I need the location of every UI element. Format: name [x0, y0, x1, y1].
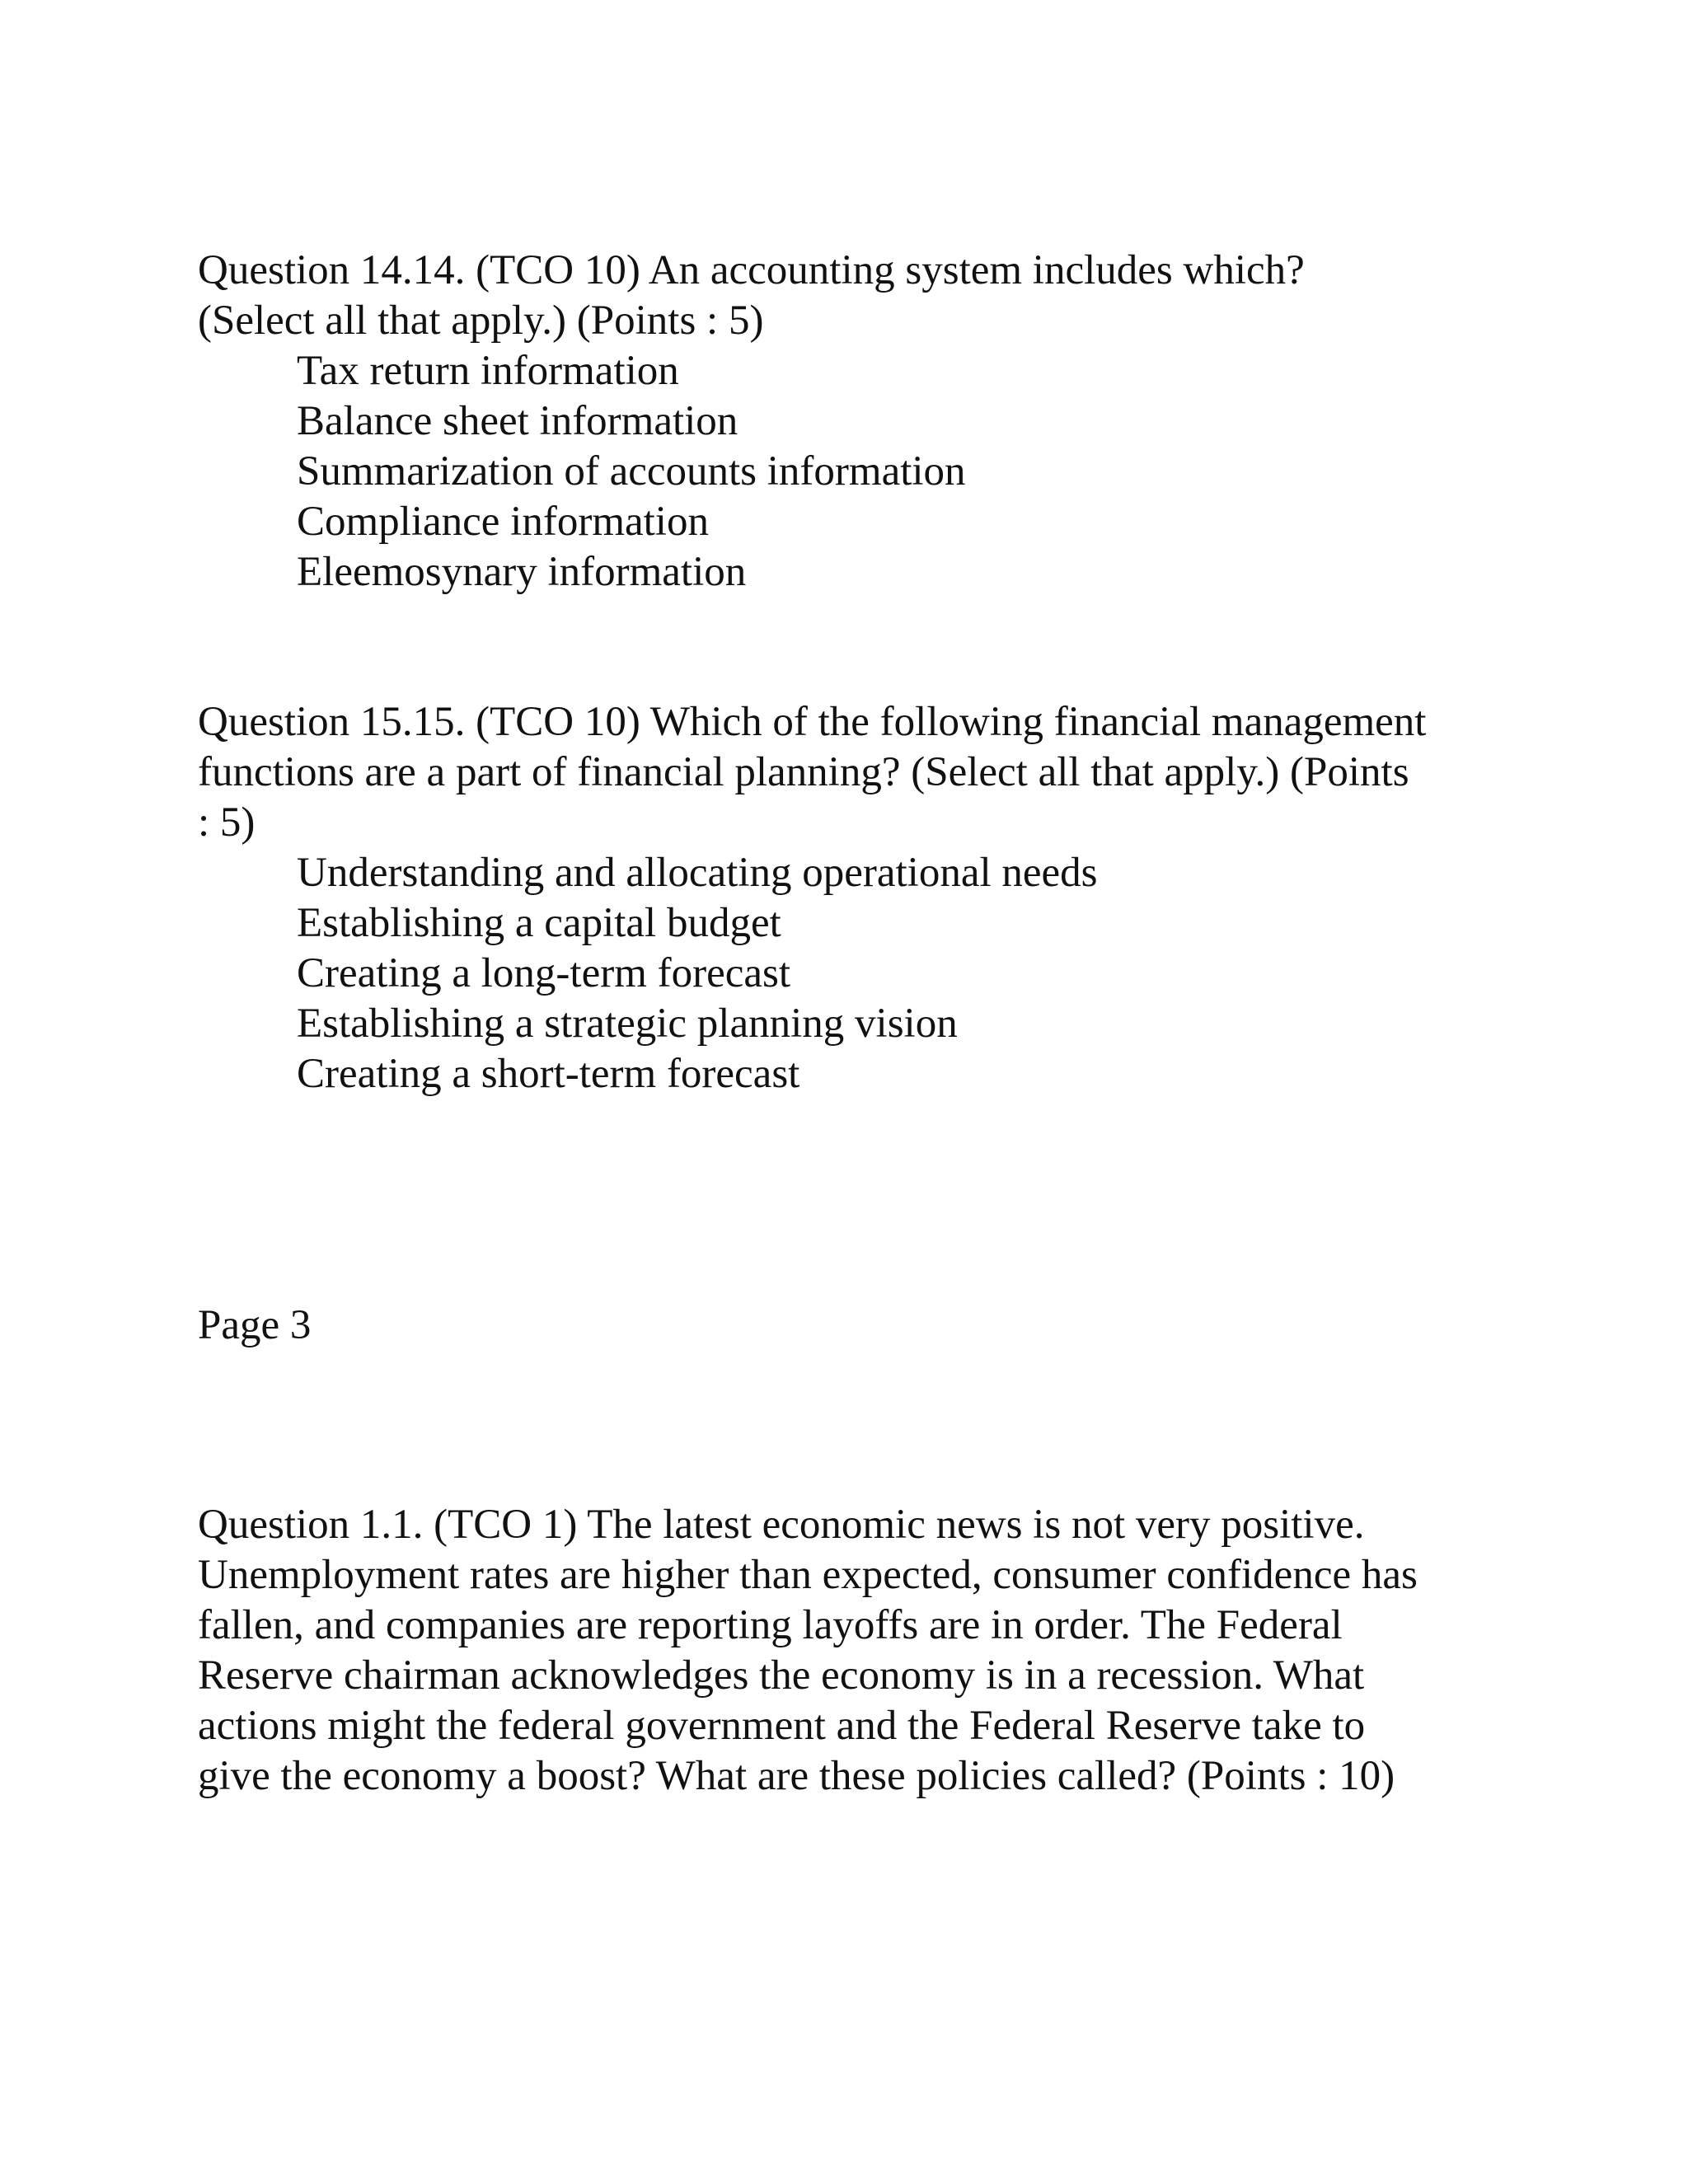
question-14: [198, 246, 1484, 598]
question-1-text-line: Reserve chairman acknowledges the economy is in a recession. What: [198, 1652, 1365, 1699]
question-1-text-line: actions might the federal government and the Federal Reserve take to: [198, 1703, 1366, 1749]
page-number-text: Page 3: [198, 1302, 312, 1348]
question-15: [198, 697, 1484, 1099]
question-1-text-line: Question 1.1. (TCO 1) The latest economic news is not very positive.: [198, 1502, 1365, 1548]
question-15-text-line: Question 15.15. (TCO 10) Which of the following financial management: [198, 699, 1427, 745]
question-15-option: Understanding and allocating operational needs: [297, 850, 1098, 896]
page-number-label: [198, 1301, 1484, 1351]
question-1-text-line: fallen, and companies are reporting layoffs are in order. The Federal: [198, 1602, 1343, 1648]
question-1-text-line: give the economy a boost? What are these policies called? (Points : 10): [198, 1753, 1395, 1799]
question-1-text-line: Unemployment rates are higher than expected, consumer confidence has: [198, 1552, 1418, 1598]
question-14-option: Eleemosynary information: [297, 549, 747, 595]
question-15-option: Creating a short-term forecast: [297, 1051, 800, 1097]
question-14-text-line: Question 14.14. (TCO 10) An accounting system includes which?: [198, 247, 1305, 293]
question-15-option: Creating a long-term forecast: [297, 950, 791, 996]
question-15-option: Establishing a capital budget: [297, 900, 781, 946]
question-14-option: Tax return information: [297, 348, 679, 394]
question-15-option: Establishing a strategic planning vision: [297, 1001, 958, 1047]
question-14-text-line: (Select all that apply.) (Points : 5): [198, 298, 764, 344]
question-14-option: Balance sheet information: [297, 398, 738, 444]
question-1: [198, 1500, 1484, 1802]
question-15-text-line: : 5): [198, 799, 256, 846]
question-14-option: Compliance information: [297, 499, 709, 545]
question-15-text-line: functions are a part of financial planning? (Select all that apply.) (Points: [198, 749, 1409, 795]
question-14-option: Summarization of accounts information: [297, 448, 966, 494]
